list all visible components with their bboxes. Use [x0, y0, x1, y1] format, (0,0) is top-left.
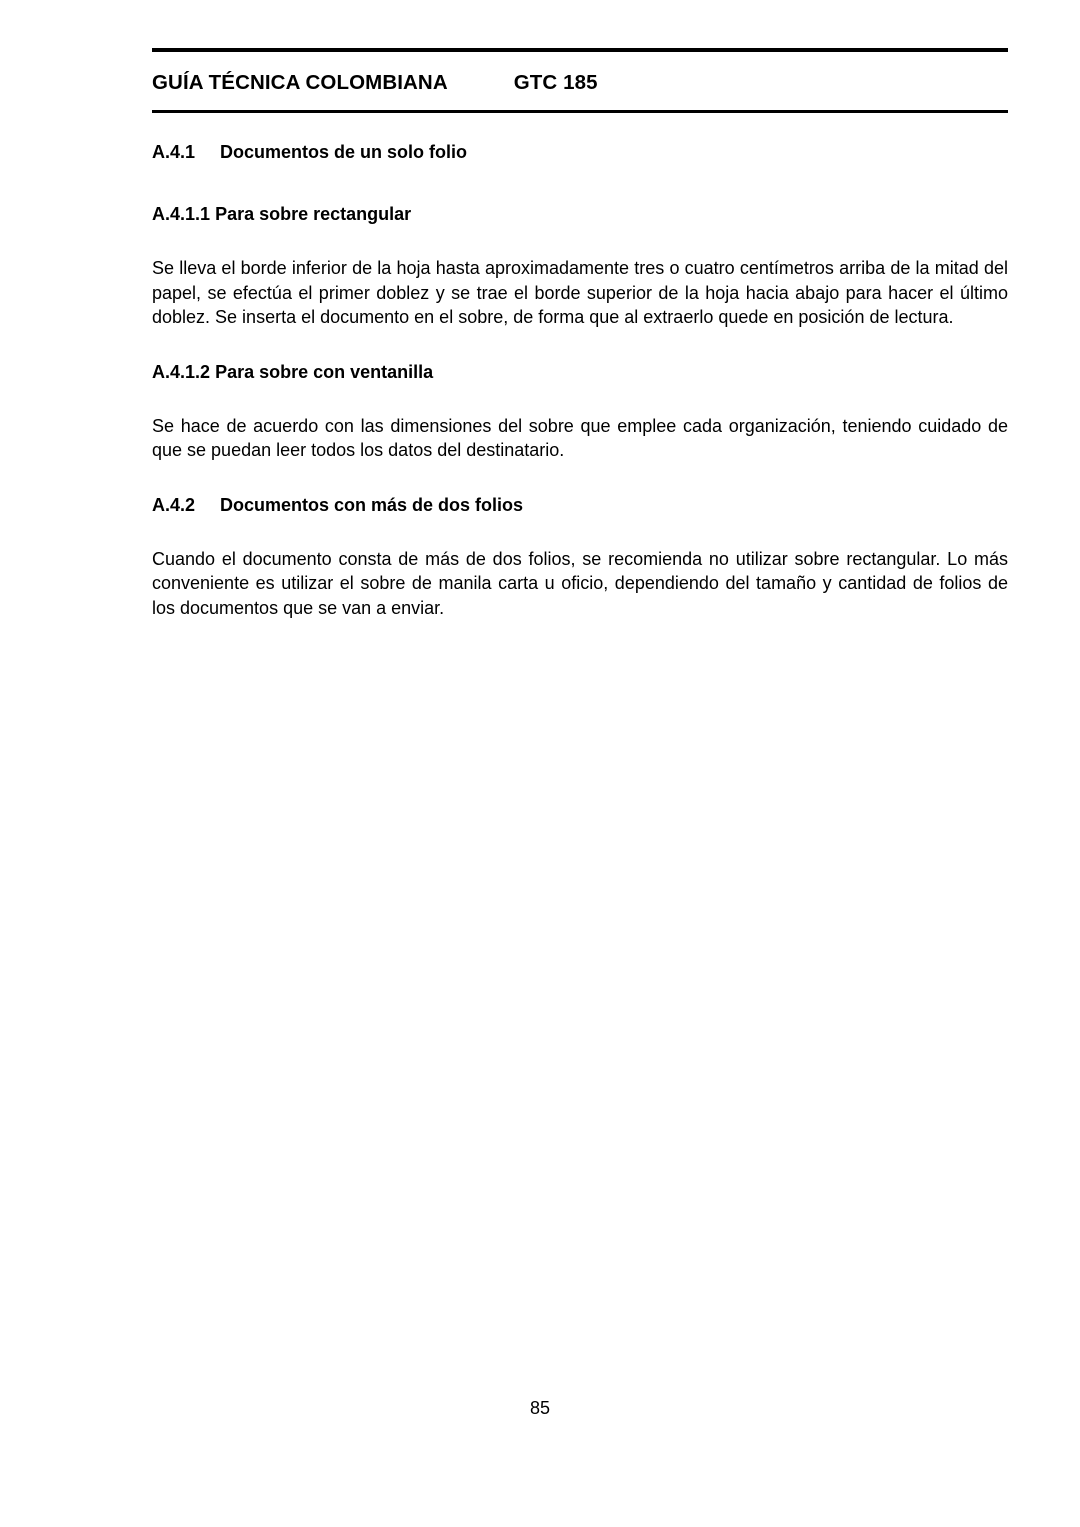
- heading-a-4-1-1: [152, 202, 1008, 226]
- spacer: [152, 226, 1008, 256]
- page-content: [152, 140, 1008, 620]
- header-rule-bottom: [152, 110, 1008, 113]
- paragraph-a-4-1-2: Se hace de acuerdo con las dimensiones del sobre que emplee cada organización, teniendo cuidado de que se puedan leer todos los datos del destinatario.: [152, 415, 1008, 460]
- spacer: [152, 517, 1008, 547]
- page-header: [152, 48, 1008, 113]
- heading-a-4-1-1-number: A.4.1.1: [152, 204, 211, 224]
- header-title: GUÍA TÉCNICA COLOMBIANA: [152, 71, 448, 94]
- page-number: 85: [529, 1398, 551, 1418]
- heading-a-4-2-number: A.4.2: [152, 494, 196, 515]
- heading-a-4-2-title: Documentos con más de dos folios: [220, 494, 524, 515]
- heading-a-4-1-2-number: A.4.1.2: [152, 361, 211, 382]
- spacer: [152, 164, 1008, 202]
- spacer: [152, 330, 1008, 360]
- heading-a-4-1-1-title: Para sobre rectangular: [215, 204, 412, 224]
- heading-a-4-1-2: [152, 360, 1008, 384]
- paragraph-a-4-2: Cuando el documento consta de más de dos folios, se recomienda no utilizar sobre rectangular. Lo más conveniente es utilizar el sobre de manila carta u oficio, dependiendo del tamaño y cantidad de folios de los documentos que se van a enviar.: [152, 548, 1008, 618]
- heading-a-4-1-number: A.4.1: [152, 142, 196, 162]
- paragraph-a-4-1-1: Se lleva el borde inferior de la hoja hasta aproximadamente tres o cuatro centímetros arriba de la mitad del papel, se efectúa el primer doblez y se trae el borde superior de la hoja hacia abajo para hacer el último doblez. Se inserta el documento en el sobre, de forma que al extraerlo quede en posición de lectura.: [152, 258, 1008, 327]
- heading-a-4-2: [152, 493, 1008, 517]
- header-standard-code: GTC 185: [513, 71, 598, 94]
- heading-a-4-1-title: Documentos de un solo folio: [220, 142, 467, 162]
- spacer: [152, 384, 1008, 414]
- heading-a-4-1-2-title: Para sobre con ventanilla: [215, 361, 434, 382]
- header-row: [152, 52, 1008, 110]
- spacer: [152, 463, 1008, 493]
- heading-a-4-1: [152, 140, 1008, 164]
- page-footer: [0, 1396, 1080, 1420]
